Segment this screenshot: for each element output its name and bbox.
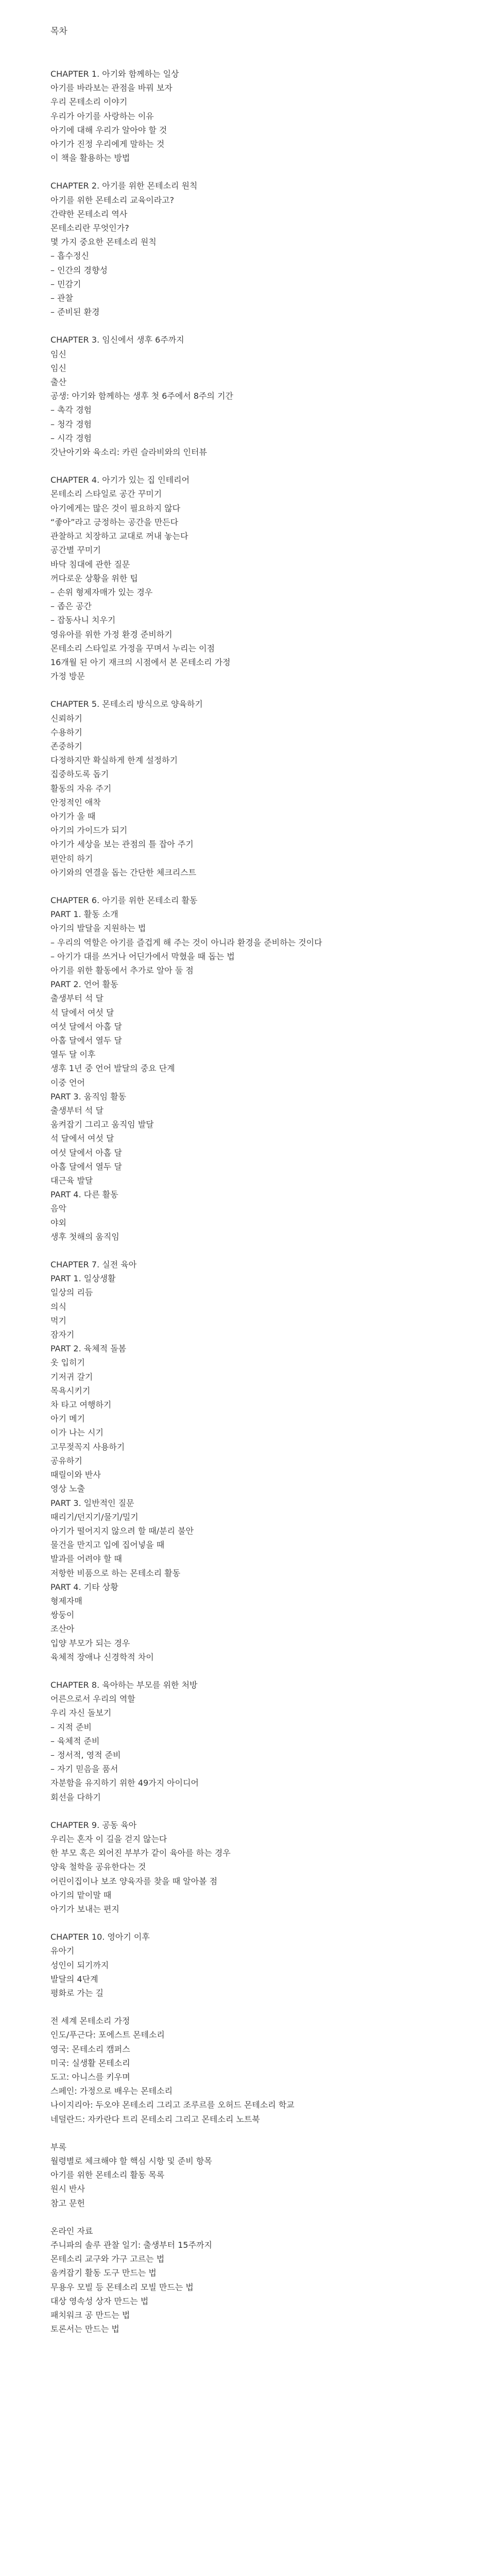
toc-section-heading: CHAPTER 6. 아기를 위한 몬테소리 활동	[50, 895, 198, 905]
toc-entry: 대상 영속성 상자 만드는 법	[50, 2296, 149, 2306]
toc-entry: 아기의 가이드가 되기	[50, 825, 128, 836]
toc-entry: 아기가 세상을 보는 관점의 틀 잡아 주기	[50, 839, 194, 850]
toc-entry: 이 책을 활용하는 방법	[50, 153, 130, 163]
toc-entry: 발과를 어려야 할 때	[50, 1554, 122, 1564]
toc-entry: 이가 나는 시기	[50, 1428, 103, 1438]
toc-entry: 유아기	[50, 1946, 75, 1956]
toc-entry: 음악	[50, 1204, 66, 1214]
toc-entry: 저항한 비품으로 하는 몬테소리 활동	[50, 1568, 181, 1578]
toc-entry: 아기 메기	[50, 1414, 85, 1424]
toc-entry: “좋아”라고 긍정하는 공간을 만든다	[50, 517, 179, 527]
toc-section	[50, 893, 484, 1244]
toc-entry: 목욕시키기	[50, 1385, 91, 1396]
toc-entry: 월령별로 체크해야 할 핵심 시항 및 준비 항목	[50, 2156, 212, 2166]
toc-entry: 생후 1년 중 언어 발달의 중요 단계	[50, 1063, 175, 1074]
toc-entry: 형제자매	[50, 1596, 82, 1606]
toc-section-heading: CHAPTER 3. 임신에서 생후 6주까지	[50, 335, 184, 345]
toc-section-heading: 온라인 자료	[50, 2226, 93, 2236]
toc-section	[50, 2140, 484, 2210]
toc-entry: 평화로 가는 길	[50, 1988, 103, 1998]
toc-entry: 패치워크 공 만드는 법	[50, 2310, 130, 2320]
toc-entry: 우리 자신 돌보기	[50, 1708, 112, 1718]
toc-entry: 움켜잡기 활동 도구 만드는 법	[50, 2268, 157, 2278]
toc-entry: 공생: 아기와 함께하는 생후 첫 6주에서 8주의 기간	[50, 391, 234, 401]
toc-entry: 아기를 위한 몬테소리 교육이라고?	[50, 195, 175, 205]
toc-entry: 네덜란드: 자카란다 트리 몬테소리 그리고 몬테소리 노트북	[50, 2114, 260, 2124]
toc-entry: 옷 입히기	[50, 1358, 85, 1368]
toc-section-heading: CHAPTER 10. 영아기 이후	[50, 1932, 150, 1942]
toc-entry: – 아기가 대를 쓰거나 어딘가에서 막혔을 때 돕는 법	[50, 951, 235, 961]
toc-entry: 아기와의 연결을 돕는 간단한 체크리스트	[50, 867, 197, 877]
toc-entry: – 흡수정신	[50, 251, 89, 261]
toc-entry: 안정적인 애착	[50, 797, 101, 807]
toc-entry: – 촉각 경험	[50, 405, 92, 415]
toc-entry: PART 1. 활동 소개	[50, 909, 118, 920]
toc-section-heading: 전 세계 몬테소리 가정	[50, 2016, 130, 2026]
toc-entry: 가정 방문	[50, 671, 85, 682]
toc-entry: 자분함을 유지하기 위한 49가지 아이디어	[50, 1778, 199, 1788]
toc-entry: – 준비된 환경	[50, 307, 100, 317]
toc-entry: 주니파의 솔루 관찰 일기: 출생부터 15주까지	[50, 2240, 212, 2250]
toc-entry: PART 4. 다른 활동	[50, 1190, 118, 1200]
toc-entry: 수용하기	[50, 727, 82, 737]
toc-entry: – 시각 경험	[50, 433, 92, 443]
toc-entry: – 손위 형제자매가 있는 경우	[50, 587, 153, 597]
toc-sections	[50, 67, 484, 2336]
toc-entry: 한 부모 혹은 외어진 부부가 같이 육아를 하는 경우	[50, 1848, 231, 1858]
toc-entry: 양육 철학을 공유한다는 것	[50, 1862, 146, 1872]
toc-entry: 아기가 떨어지지 않으려 할 때/분리 불안	[50, 1526, 194, 1536]
toc-entry: 때리기/던지기/물기/밀기	[50, 1512, 139, 1522]
toc-entry: 공간별 꾸미기	[50, 545, 101, 555]
toc-entry: 석 달에서 여섯 달	[50, 1133, 114, 1144]
toc-entry: 몬테소리 스타일로 공간 꾸미기	[50, 489, 162, 499]
toc-entry: PART 2. 육체적 돌봄	[50, 1344, 127, 1354]
toc-entry: 야외	[50, 1217, 66, 1228]
toc-entry: 아기가 진정 우리에게 말하는 것	[50, 139, 165, 149]
toc-section-heading: CHAPTER 7. 실전 육아	[50, 1260, 137, 1270]
toc-entry: – 민감기	[50, 279, 81, 289]
toc-section-heading: 부록	[50, 2142, 66, 2152]
toc-entry: 아기의 발달을 지원하는 법	[50, 923, 146, 934]
toc-entry: 육체적 장애나 신경학적 차이	[50, 1652, 154, 1662]
toc-entry: 여섯 달에서 아홉 달	[50, 1021, 122, 1031]
toc-entry: 생후 첫해의 움직임	[50, 1231, 119, 1242]
toc-section	[50, 2224, 484, 2336]
toc-entry: 영국: 몬테소리 캠퍼스	[50, 2044, 130, 2054]
toc-entry: 일상의 리듬	[50, 1287, 93, 1298]
toc-section	[50, 179, 484, 319]
toc-entry: 아홉 달에서 열두 달	[50, 1161, 122, 1172]
toc-entry: – 우리의 역할은 아기를 즐겁게 해 주는 것이 아니라 환경을 준비하는 것이다	[50, 937, 322, 947]
toc-entry: – 지적 준비	[50, 1722, 92, 1732]
toc-entry: 영상 노출	[50, 1484, 85, 1494]
toc-entry: 아기에게는 많은 것이 필요하지 않다	[50, 503, 181, 513]
toc-entry: 출생부터 석 달	[50, 1106, 103, 1116]
toc-entry: 아기에 대해 우리가 알아야 할 것	[50, 125, 167, 135]
toc-section-heading: CHAPTER 1. 아기와 함께하는 일상	[50, 69, 179, 79]
toc-entry: 신뢰하기	[50, 713, 82, 723]
toc-entry: 임신	[50, 363, 66, 373]
toc-entry: 몬테소리 스타일로 가정을 꾸며서 누리는 이점	[50, 643, 215, 653]
toc-entry: 토론서는 만드는 법	[50, 2324, 119, 2334]
toc-entry: 움켜잡기 그리고 움직임 발달	[50, 1120, 154, 1130]
toc-entry: 스페인: 가정으로 배우는 몬테소리	[50, 2086, 173, 2096]
toc-section	[50, 1258, 484, 1664]
toc-section	[50, 1930, 484, 2000]
toc-entry: 열두 달 이후	[50, 1049, 96, 1060]
toc-entry: 출생부터 석 달	[50, 993, 103, 1004]
toc-entry: – 인간의 경향성	[50, 265, 108, 275]
toc-entry: – 좁은 공간	[50, 601, 92, 612]
toc-entry: 16개월 된 아기 재크의 시점에서 본 몬테소리 가정	[50, 657, 231, 667]
toc-entry: 몬테소리란 무엇인가?	[50, 223, 129, 233]
toc-entry: 간략한 몬테소리 역사	[50, 209, 128, 219]
toc-entry: 참고 문헌	[50, 2198, 85, 2208]
toc-entry: 원시 반사	[50, 2184, 85, 2194]
toc-entry: PART 3. 움직임 활동	[50, 1091, 127, 1101]
toc-entry: 무용우 모빌 등 몬테소리 모빌 만드는 법	[50, 2282, 194, 2292]
toc-entry: 관찰하고 치장하고 교대로 꺼내 놓는다	[50, 531, 188, 541]
toc-entry: 쌍둥이	[50, 1610, 75, 1620]
toc-entry: 회선을 다하기	[50, 1792, 101, 1802]
toc-entry: 아기를 위한 몬테소리 활동 목록	[50, 2170, 165, 2180]
toc-entry: 바닥 침대에 관한 질문	[50, 559, 130, 569]
toc-entry: 아기를 위한 활동에서 추가로 알아 둘 점	[50, 965, 194, 975]
toc-section-heading: CHAPTER 9. 공동 육아	[50, 1820, 137, 1830]
toc-entry: 아기의 맡이말 때	[50, 1890, 112, 1900]
toc-section	[50, 333, 484, 459]
toc-entry: 물건을 만지고 입에 집어넣을 때	[50, 1540, 165, 1550]
toc-section	[50, 1678, 484, 1804]
toc-entry: 임신	[50, 349, 66, 359]
toc-entry: 활동의 자유 주기	[50, 783, 112, 793]
toc-entry: 성인이 되기까지	[50, 1960, 109, 1970]
toc-entry: 차 타고 여행하기	[50, 1400, 112, 1410]
toc-entry: 고무젖꼭지 사용하기	[50, 1442, 125, 1452]
toc-entry: 미국: 실생활 몬테소리	[50, 2058, 130, 2068]
toc-entry: 인도/푸근다: 포에스트 몬테소리	[50, 2030, 165, 2040]
toc-entry: 영유아를 위한 가정 환경 준비하기	[50, 629, 172, 639]
toc-entry: 석 달에서 여섯 달	[50, 1007, 114, 1018]
toc-section	[50, 473, 484, 683]
toc-entry: 기저귀 갈기	[50, 1371, 93, 1382]
toc-entry: 먹기	[50, 1315, 66, 1326]
toc-entry: 대근육 발달	[50, 1176, 93, 1186]
toc-entry: 출산	[50, 377, 66, 387]
toc-entry: 꺼다로운 상황을 위한 팁	[50, 573, 138, 583]
toc-entry: 나이지리아: 두오야 몬테소리 그리고 조루르를 오허드 몬테소리 학교	[50, 2100, 295, 2110]
toc-section-heading: CHAPTER 4. 아기가 있는 집 인테리어	[50, 475, 190, 485]
toc-entry: – 육체적 준비	[50, 1736, 100, 1746]
toc-entry: PART 2. 언어 활동	[50, 979, 118, 990]
toc-entry: – 관찰	[50, 293, 73, 303]
toc-entry: 발달의 4단계	[50, 1974, 98, 1984]
toc-entry: 다정하지만 확실하게 한계 설정하기	[50, 755, 178, 766]
toc-entry: 집중하도록 돕기	[50, 769, 109, 779]
toc-section-heading: CHAPTER 8. 육아하는 부모를 위한 처방	[50, 1680, 198, 1690]
toc-section	[50, 1818, 484, 1916]
toc-entry: – 청각 경험	[50, 419, 92, 429]
toc-entry: 잠자기	[50, 1330, 75, 1340]
toc-entry: 아기가 울 때	[50, 811, 96, 821]
toc-entry: 입양 부모가 되는 경우	[50, 1638, 130, 1648]
toc-section	[50, 2014, 484, 2126]
toc-entry: 우리는 혼자 이 길을 걷지 않는다	[50, 1834, 167, 1844]
toc-entry: 때릴이와 반사	[50, 1470, 101, 1480]
toc-entry: 우리 몬테소리 이야기	[50, 97, 128, 107]
toc-entry: 갓난아기와 육소리: 카린 슬라비와의 인터뷰	[50, 447, 207, 457]
toc-entry: 도고: 아니스를 키우며	[50, 2072, 130, 2082]
toc-entry: 우리가 아기를 사랑하는 이유	[50, 111, 154, 121]
toc-section	[50, 697, 484, 879]
toc-entry: 어린이집이나 보조 양육자를 찾을 때 알아볼 점	[50, 1876, 218, 1886]
toc-entry: 아기를 바라보는 관점을 바꿔 보자	[50, 83, 172, 93]
toc-entry: – 정서적, 영적 준비	[50, 1750, 121, 1760]
toc-section-heading: CHAPTER 5. 몬테소리 방식으로 양육하기	[50, 699, 203, 709]
toc-entry: 어른으로서 우리의 역할	[50, 1694, 135, 1704]
toc-entry: – 잡동사니 치우기	[50, 615, 116, 625]
toc-entry: 아홉 달에서 열두 달	[50, 1036, 122, 1045]
toc-entry: – 자기 믿음을 품서	[50, 1764, 118, 1774]
toc-entry: 이중 언어	[50, 1077, 85, 1088]
toc-entry: 여섯 달에서 아홉 달	[50, 1147, 122, 1158]
toc-entry: 편안히 하기	[50, 853, 93, 863]
toc-entry: 몇 가지 중요한 몬테소리 원칙	[50, 237, 157, 247]
toc-entry: PART 4. 기타 상황	[50, 1582, 118, 1592]
toc-entry: 조산아	[50, 1624, 75, 1634]
toc-section-heading: CHAPTER 2. 아기를 위한 몬테소리 원칙	[50, 181, 198, 191]
toc-entry: 공유하기	[50, 1455, 82, 1466]
toc-entry: 존중하기	[50, 741, 82, 751]
toc-entry: 아기가 보내는 편지	[50, 1904, 119, 1914]
toc-section	[50, 67, 484, 165]
toc-entry: 의식	[50, 1301, 66, 1312]
toc-entry: PART 1. 일상생활	[50, 1274, 116, 1284]
toc-title: 목차	[50, 26, 67, 37]
toc-entry: 몬테소리 교구와 가구 고르는 법	[50, 2254, 165, 2264]
toc-entry: PART 3. 일반적인 질문	[50, 1498, 134, 1508]
